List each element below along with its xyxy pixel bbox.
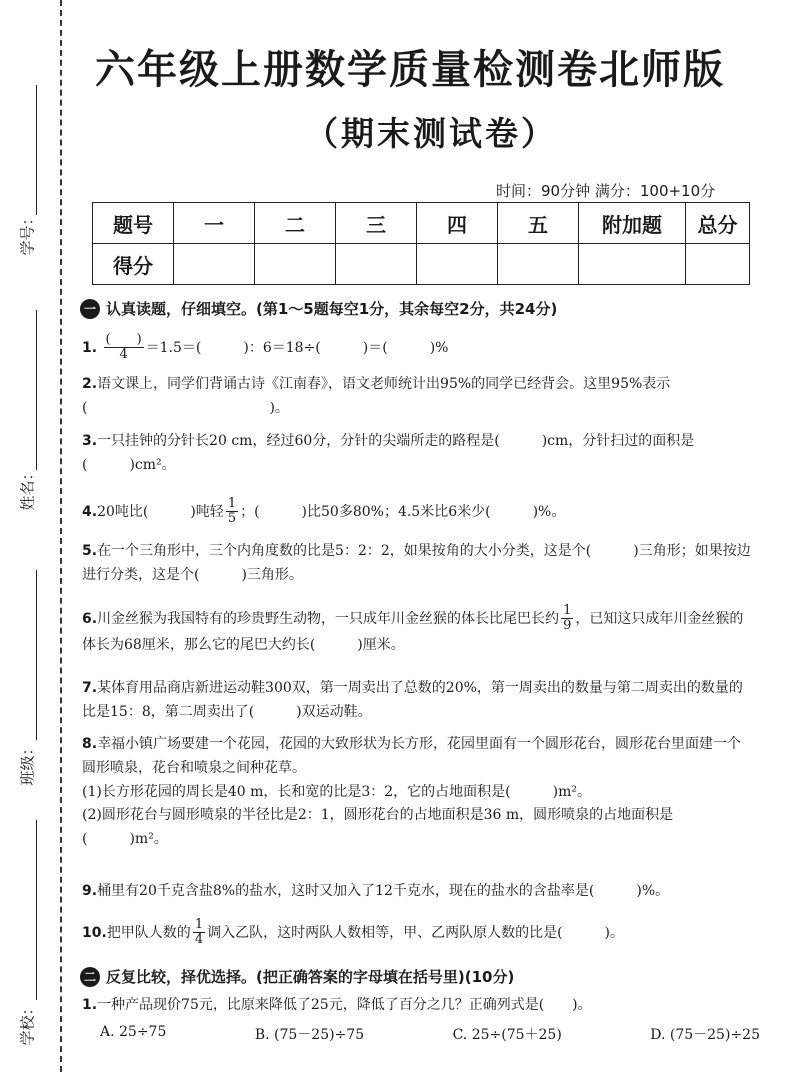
question-text: ；( )比50多80%；4.5米比6米少( )%。 bbox=[240, 503, 566, 520]
score-table bbox=[92, 202, 750, 285]
question-number: 4. bbox=[82, 503, 98, 520]
score-row-label: 得分 bbox=[93, 244, 174, 285]
student-id-line[interactable] bbox=[36, 85, 37, 215]
name-label: 姓名： bbox=[18, 465, 37, 511]
question-text: 一只挂钟的分针长20 cm，经过60分，分针的尖端所走的路程是( )cm，分针扫过的面积是( )cm²。 bbox=[82, 433, 695, 473]
school-line[interactable] bbox=[36, 820, 37, 1000]
section-title: 认真读题，仔细填空。(第1～5题每空1分，其余每空2分，共24分) bbox=[106, 300, 558, 318]
question-5 bbox=[82, 540, 752, 588]
score-table-score-row bbox=[93, 244, 750, 285]
question-text: ，已知这只成年川金丝猴的体长为68厘米，那么它的尾巴大约长( )厘米。 bbox=[82, 610, 744, 653]
score-cell[interactable] bbox=[498, 244, 579, 285]
score-cell[interactable] bbox=[417, 244, 498, 285]
time-info: 时间：90分钟 满分：100+10分 bbox=[496, 182, 716, 200]
score-header-cell: 四 bbox=[417, 203, 498, 244]
score-header-cell: 附加题 bbox=[579, 203, 686, 244]
question-number: 9. bbox=[82, 883, 98, 899]
fraction-numerator: 1 bbox=[194, 917, 204, 932]
score-header-cell: 题号 bbox=[93, 203, 174, 244]
score-cell[interactable] bbox=[336, 244, 417, 285]
page-title: 六年级上册数学质量检测卷北师版 bbox=[95, 47, 725, 93]
score-cell[interactable] bbox=[579, 244, 686, 285]
question-6 bbox=[82, 604, 752, 657]
score-cell[interactable] bbox=[174, 244, 255, 285]
student-id-label: 学号： bbox=[18, 210, 37, 256]
question-number: 1. bbox=[82, 997, 98, 1013]
score-table-header-row bbox=[93, 203, 750, 244]
question-number: 8. bbox=[82, 736, 98, 752]
question-text: 20吨比( )吨轻 bbox=[97, 503, 224, 520]
fraction bbox=[193, 918, 205, 948]
section-number-badge: 二 bbox=[80, 967, 100, 987]
question-text: ＝1.5＝( )：6＝18÷( )＝( )% bbox=[145, 339, 449, 356]
question-4 bbox=[82, 497, 752, 527]
fraction bbox=[561, 604, 573, 634]
question-number: 7. bbox=[82, 680, 98, 696]
question-text: 语文课上，同学们背诵古诗《江南春》，语文老师统计出95%的同学已经背会。这里95%表示( )。 bbox=[82, 376, 671, 416]
question-10 bbox=[82, 918, 752, 948]
question-number: 5. bbox=[82, 543, 98, 559]
question-text: 川金丝猴为我国特有的珍贵野生动物，一只成年川金丝猴的体长比尾巴长约 bbox=[97, 610, 560, 627]
question-number: 3. bbox=[82, 433, 98, 449]
mc-options bbox=[100, 1024, 760, 1044]
class-label: 班级： bbox=[18, 740, 37, 786]
question-number: 6. bbox=[82, 610, 98, 627]
fraction-denominator: 9 bbox=[563, 618, 572, 634]
fraction-denominator: 4 bbox=[119, 347, 128, 363]
question-subpart: (1)长方形花园的周长是40 m，长和宽的比是3：2，它的占地面积是( )m²。 bbox=[82, 783, 591, 800]
section-2-heading bbox=[80, 966, 514, 987]
score-header-cell: 三 bbox=[336, 203, 417, 244]
fraction-numerator: 1 bbox=[563, 603, 572, 618]
option-a[interactable]: A. 25÷75 bbox=[100, 1024, 167, 1040]
section-title: 反复比较，择优选择。(把正确答案的字母填在括号里)(10分) bbox=[106, 968, 515, 986]
fraction bbox=[226, 497, 238, 527]
section-number-badge: 一 bbox=[80, 299, 100, 319]
fraction-numerator[interactable]: ( ) bbox=[105, 332, 142, 347]
page-subtitle: （期末测试卷） bbox=[305, 114, 557, 153]
score-header-cell: 一 bbox=[174, 203, 255, 244]
question-9 bbox=[82, 880, 752, 904]
option-c[interactable]: C. 25÷(75＋25) bbox=[452, 1027, 562, 1043]
question-subpart: (2)圆形花台与圆形喷泉的半径比是2：1，圆形花台的占地面积是36 m，圆形喷泉的占地面积是( )m²。 bbox=[82, 807, 674, 848]
question-2 bbox=[82, 373, 752, 421]
question-text: 把甲队人数的 bbox=[106, 924, 191, 941]
score-cell[interactable] bbox=[686, 244, 750, 285]
question-text: 在一个三角形中，三个内角度数的比是5：2：2，如果按角的大小分类，这是个( )三角形；如果按边进行分类，这是个( )三角形。 bbox=[82, 543, 751, 583]
question-text: 一种产品现价75元，比原来降低了25元，降低了百分之几？正确列式是( )。 bbox=[97, 997, 592, 1013]
option-d[interactable]: D. (75－25)÷25 bbox=[650, 1027, 760, 1043]
mc-question-1 bbox=[82, 994, 752, 1018]
school-label: 学校： bbox=[18, 1000, 37, 1046]
score-header-cell: 总分 bbox=[686, 203, 750, 244]
section-1-heading bbox=[80, 298, 557, 319]
question-text: 幸福小镇广场要建一个花园，花园的大致形状为长方形，花园里面有一个圆形花台，圆形花台里面建一个圆形喷泉，花台和喷泉之间种花草。 bbox=[82, 736, 742, 776]
question-number: 2. bbox=[82, 376, 98, 392]
question-text: 某体育用品商店新进运动鞋300双，第一周卖出了总数的20%，第一周卖出的数量与第二周卖出的数量的比是15：8，第二周卖出了( )双运动鞋。 bbox=[82, 680, 743, 720]
score-header-cell: 二 bbox=[255, 203, 336, 244]
question-text: 调入乙队，这时两队人数相等，甲、乙两队原人数的比是( )。 bbox=[207, 924, 625, 941]
binding-dashed-line bbox=[60, 0, 62, 1072]
question-7 bbox=[82, 677, 752, 725]
fraction-denominator: 5 bbox=[227, 511, 237, 527]
question-text: 桶里有20千克含盐8%的盐水，这时又加入了12千克水，现在的盐水的含盐率是( )%。 bbox=[97, 883, 670, 899]
fraction bbox=[104, 333, 144, 363]
question-8 bbox=[82, 733, 752, 852]
fraction-denominator: 4 bbox=[194, 932, 204, 948]
score-header-cell: 五 bbox=[498, 203, 579, 244]
question-1 bbox=[82, 333, 752, 363]
question-3 bbox=[82, 430, 752, 478]
question-number: 1. bbox=[82, 339, 98, 356]
score-cell[interactable] bbox=[255, 244, 336, 285]
fraction-numerator: 1 bbox=[227, 496, 237, 511]
name-line[interactable] bbox=[36, 310, 37, 470]
question-number: 10. bbox=[82, 924, 107, 941]
class-line[interactable] bbox=[36, 570, 37, 740]
option-b[interactable]: B. (75－25)÷75 bbox=[254, 1027, 365, 1043]
